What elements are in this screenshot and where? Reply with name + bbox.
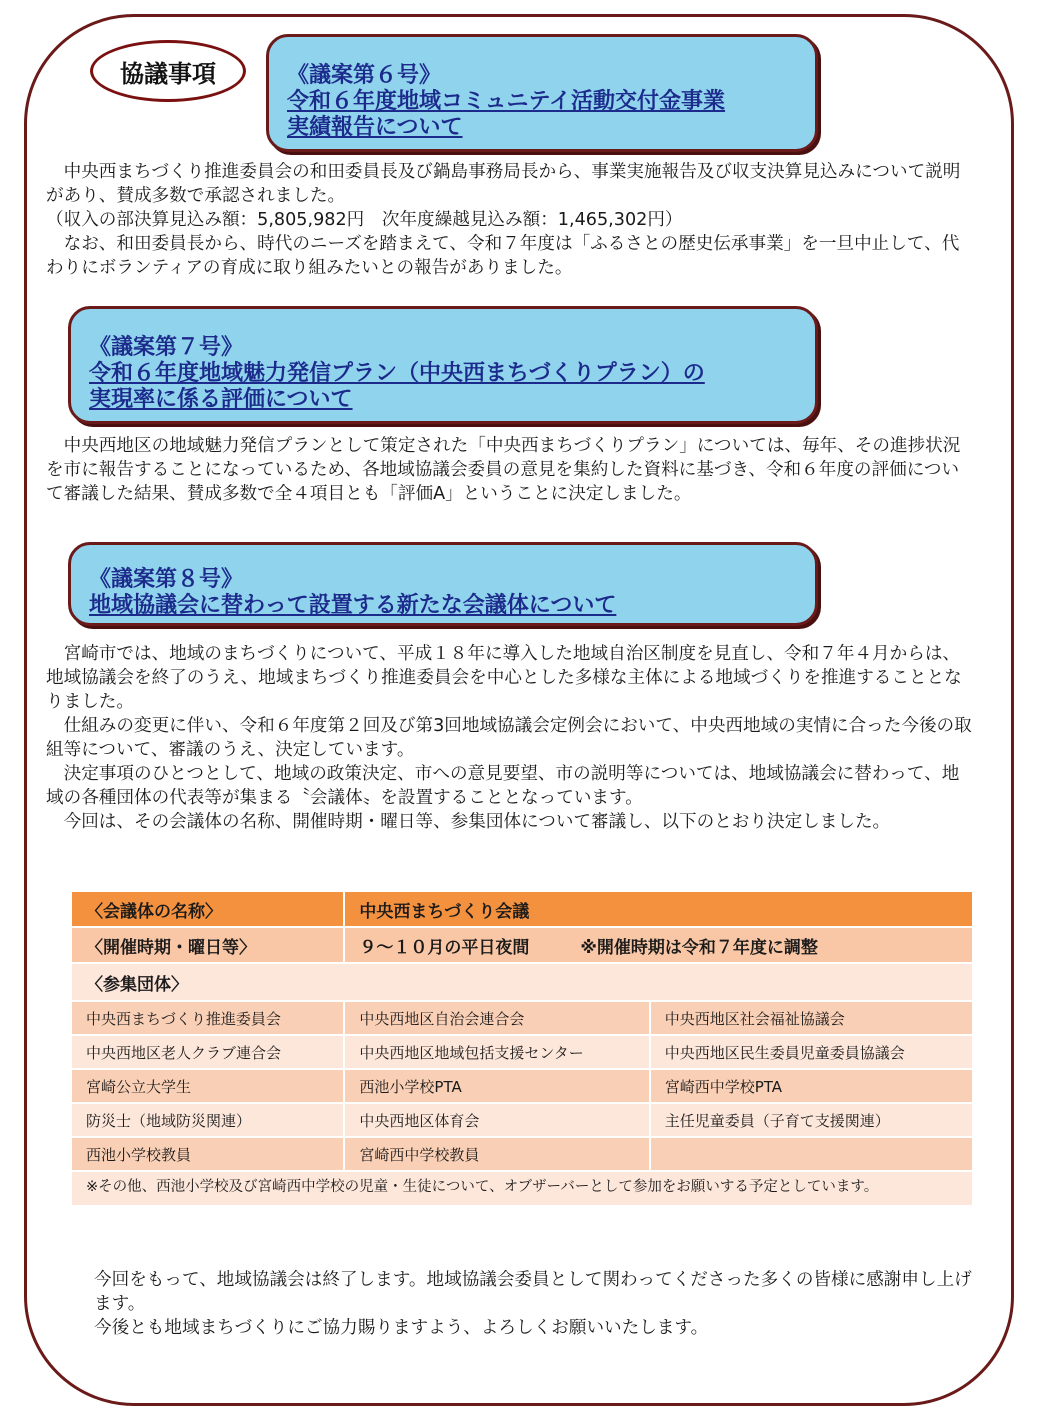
item8-body	[46, 642, 976, 834]
name-value: 中央西まちづくり会議	[344, 891, 973, 927]
section-badge-label: 協議事項	[120, 59, 216, 88]
table-note-row	[71, 1171, 973, 1206]
item6-body	[46, 160, 976, 280]
table-cell: 宮崎公立大学生	[71, 1069, 344, 1103]
table-cell: 中央西地区民生委員児童委員協議会	[650, 1035, 973, 1069]
table-row	[71, 1103, 973, 1137]
table-cell: 中央西地区社会福祉協議会	[650, 1001, 973, 1035]
item8-para3: 決定事項のひとつとして、地域の政策決定、市への意見要望、市の説明等については、地域協議会に替わって、地域の各種団体の代表等が集まる〝会議体〟を設置することとなっています。	[46, 764, 960, 808]
closing-message	[94, 1268, 974, 1340]
item7-body	[46, 434, 976, 506]
item6-heading-box	[266, 34, 818, 152]
item7-para1: 中央西地区の地域魅力発信プランとして策定された「中央西まちづくりプラン」については、毎年、その進捗状況を市に報告することになっているため、各地域協議会委員の意見を集約した資料に基づき、令和６年度の評価について審議した結果、賛成多数で全４項目とも「評価A」ということに決定しました。	[46, 436, 961, 504]
item8-para2: 仕組みの変更に伴い、令和６年度第２回及び第3回地域協議会定例会において、中央西地域の実情に合った今後の取組等について、審議のうえ、決定しています。	[46, 716, 972, 760]
item6-para2: （収入の部決算見込み額：5,805,982円 次年度繰越見込み額：1,465,302円）	[46, 210, 683, 230]
table-row	[71, 1137, 973, 1171]
table-cell: 西池小学校PTA	[344, 1069, 649, 1103]
table-cell: 中央西地区地域包括支援センター	[344, 1035, 649, 1069]
item7-title-line1: 令和６年度地域魅力発信プラン（中央西まちづくりプラン）の	[89, 361, 705, 386]
period-value: ９～１０月の平日夜間 ※開催時期は令和７年度に調整	[344, 927, 973, 963]
table-row-name	[71, 891, 973, 927]
council-table	[70, 890, 974, 1207]
item7-heading-box	[68, 306, 818, 424]
item8-para4: 今回は、その会議体の名称、開催時期・曜日等、参集団体について審議し、以下のとおり決定しました。	[46, 812, 891, 832]
name-label: 〈会議体の名称〉	[71, 891, 344, 927]
closing-line2: 今後とも地域まちづくりにご協力賜りますよう、よろしくお願いいたします。	[94, 1318, 709, 1338]
item7-number: 《議案第７号》	[89, 335, 244, 360]
item6-title-line2: 実績報告について	[287, 115, 463, 140]
table-cell: 宮崎西中学校教員	[344, 1137, 649, 1171]
table-cell: 中央西地区体育会	[344, 1103, 649, 1137]
item6-para3: なお、和田委員長から、時代のニーズを踏まえて、令和７年度は「ふるさとの歴史伝承事業」を一旦中止して、代わりにボランティアの育成に取り組みたいとの報告がありました。	[46, 234, 960, 278]
item8-para1: 宮崎市では、地域のまちづくりについて、平成１８年に導入した地域自治区制度を見直し、令和７年４月からは、地域協議会を終了のうえ、地域まちづくり推進委員会を中心とした多様な主体による地域づくりを推進することとなりました。	[46, 644, 962, 712]
table-cell	[650, 1137, 973, 1171]
table-cell: 中央西まちづくり推進委員会	[71, 1001, 344, 1035]
table-cell: 中央西地区自治会連合会	[344, 1001, 649, 1035]
item8-number: 《議案第８号》	[89, 567, 244, 592]
table-row	[71, 1069, 973, 1103]
table-row-groups-label	[71, 963, 973, 1001]
table-cell: 西池小学校教員	[71, 1137, 344, 1171]
item8-heading-box	[68, 542, 818, 626]
table-row	[71, 1001, 973, 1035]
item6-number: 《議案第６号》	[287, 63, 442, 88]
item7-title-line2: 実現率に係る評価について	[89, 387, 353, 412]
table-note: ※その他、西池小学校及び宮崎西中学校の児童・生徒について、オブザーバーとして参加をお願いする予定としています。	[71, 1171, 973, 1206]
section-badge	[90, 40, 246, 102]
table-row	[71, 1035, 973, 1069]
closing-line1: 今回をもって、地域協議会は終了します。地域協議会委員として関わってくださった多くの皆様に感謝申し上げます。	[94, 1270, 972, 1314]
item6-para1: 中央西まちづくり推進委員会の和田委員長及び鍋島事務局長から、事業実施報告及び収支決算見込みについて説明があり、賛成多数で承認されました。	[46, 162, 961, 206]
groups-label: 〈参集団体〉	[71, 963, 973, 1001]
table-cell: 中央西地区老人クラブ連合会	[71, 1035, 344, 1069]
table-cell: 主任児童委員（子育て支援関連）	[650, 1103, 973, 1137]
table-row-period	[71, 927, 973, 963]
table-cell: 宮崎西中学校PTA	[650, 1069, 973, 1103]
period-label: 〈開催時期・曜日等〉	[71, 927, 344, 963]
item6-title-line1: 令和６年度地域コミュニテイ活動交付金事業	[287, 89, 726, 114]
item8-title: 地域協議会に替わって設置する新たな会議体について	[89, 593, 617, 618]
table-cell: 防災士（地域防災関連）	[71, 1103, 344, 1137]
